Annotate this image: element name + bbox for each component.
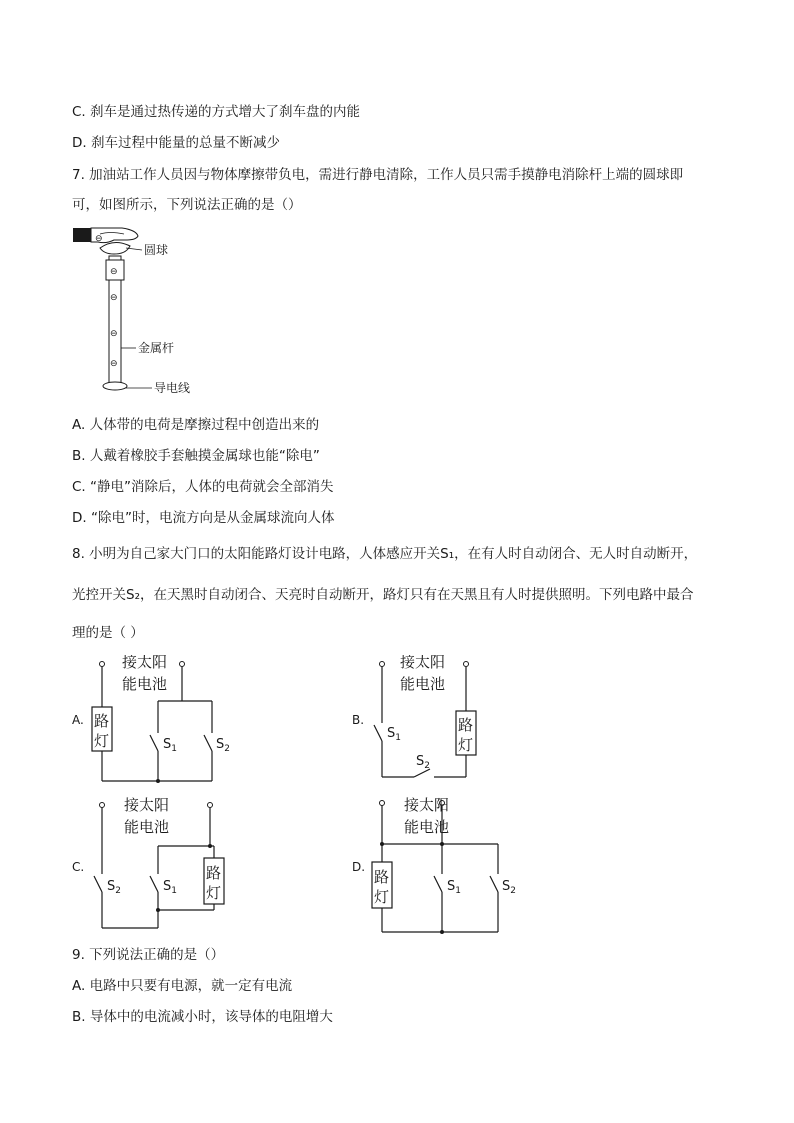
label-wire: 导电线 [154, 381, 191, 395]
q6-option-c: C. 刹车是通过热传递的方式增大了刹车盘的内能 [72, 104, 361, 120]
option-label-a: A. [72, 713, 84, 727]
ball [100, 242, 130, 254]
source-label-2: 能电池 [124, 818, 170, 836]
q7-option-b: B. 人戴着橡胶手套触摸金属球也能“除电” [72, 448, 320, 464]
q8-stem-line2: 光控开关S₂，在天黑时自动闭合、天亮时自动断开，路灯只有在天黑且有人时提供照明。下列电路中最合 [72, 587, 694, 603]
q9-stem: 9. 下列说法正确的是（） [72, 947, 225, 963]
source-label-1: 接太阳 [124, 796, 170, 814]
q9-option-a: A. 电路中只要有电源，就一定有电流 [72, 978, 293, 994]
source-label-2: 能电池 [404, 818, 450, 836]
label-rod: 金属杆 [138, 341, 175, 355]
source-label-2: 能电池 [400, 675, 446, 693]
option-label-c: C. [72, 860, 85, 874]
switch-s2: $S_2$ [502, 879, 516, 896]
charge-sign-1: ⊖ [110, 267, 118, 277]
lamp-label-bottom: 灯 [458, 736, 474, 754]
q7-figure [70, 224, 220, 404]
charge-sign-4: ⊖ [110, 359, 118, 369]
rod-base [103, 382, 127, 390]
lamp-label-top: 路 [206, 864, 222, 882]
q7-stem-line2: 可，如图所示，下列说法正确的是（） [72, 197, 302, 213]
circuit-a [70, 655, 270, 785]
q7-option-c: C. “静电”消除后，人体的电荷就会全部消失 [72, 479, 334, 495]
sleeve [73, 228, 91, 242]
circuit-d [350, 796, 550, 936]
switch-s1: $S_1$ [447, 879, 461, 896]
switch-s1: $S_1$ [163, 737, 177, 754]
charge-sign-hand: ⊖ [95, 234, 103, 244]
lamp-label-top: 路 [94, 712, 110, 730]
source-label-1: 接太阳 [404, 796, 450, 814]
q8-stem-line1: 8. 小明为自己家大门口的太阳能路灯设计电路，人体感应开关S₁，在有人时自动闭合、无人时自动断开， [72, 546, 698, 562]
option-label-b: B. [352, 713, 365, 727]
charge-sign-3: ⊖ [110, 329, 118, 339]
lamp-label-top: 路 [374, 868, 390, 886]
label-ball: 圆球 [144, 243, 169, 257]
circuit-c [70, 796, 270, 936]
lamp-label-top: 路 [458, 716, 474, 734]
q7-option-a: A. 人体带的电荷是摩擦过程中创造出来的 [72, 417, 320, 433]
switch-s2: $S_2$ [216, 737, 230, 754]
source-label-1: 接太阳 [122, 655, 168, 671]
q8-stem-line3: 理的是（ ） [72, 625, 144, 641]
q9-option-b: B. 导体中的电流减小时，该导体的电阻增大 [72, 1009, 333, 1025]
switch-s2: $S_2$ [107, 879, 121, 896]
lamp-label-bottom: 灯 [374, 888, 390, 906]
option-label-d: D. [352, 860, 366, 874]
source-label-2: 能电池 [122, 675, 168, 693]
q6-option-d: D. 刹车过程中能量的总量不断减少 [72, 135, 280, 151]
switch-s1: $S_1$ [163, 879, 177, 896]
lamp-label-bottom: 灯 [94, 732, 110, 750]
lamp-label-bottom: 灯 [206, 884, 222, 902]
switch-s1: $S_1$ [387, 726, 401, 743]
source-label-1: 接太阳 [400, 655, 446, 671]
circuit-b [350, 655, 550, 785]
q7-option-d: D. “除电”时，电流方向是从金属球流向人体 [72, 510, 335, 526]
switch-s2: $S_2$ [416, 754, 430, 771]
charge-sign-2: ⊖ [110, 293, 118, 303]
q7-stem-line1: 7. 加油站工作人员因与物体摩擦带负电，需进行静电清除，工作人员只需手摸静电消除杆上端的圆球即 [72, 167, 684, 183]
